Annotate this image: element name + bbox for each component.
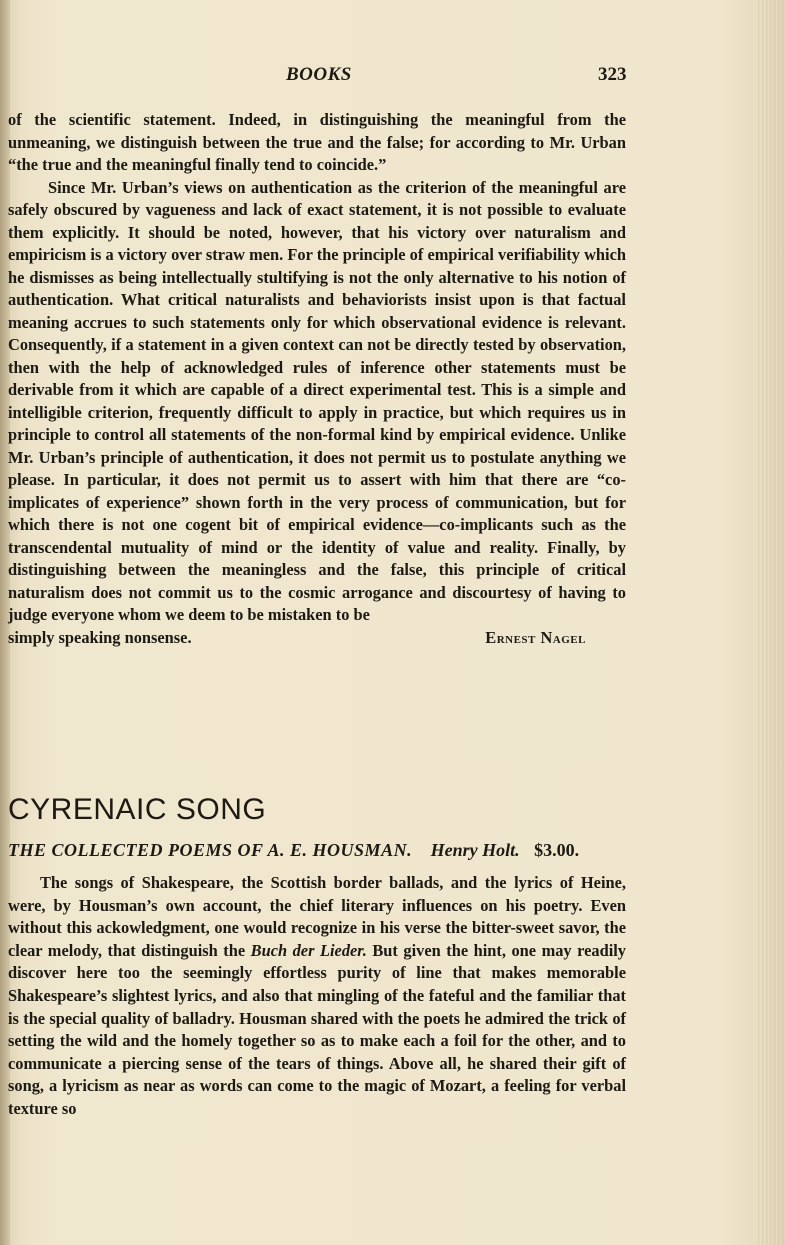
reviewer-signature: Ernest Nagel [485,627,586,647]
book-publisher: Henry Holt. [430,840,520,860]
running-title: BOOKS [286,64,352,85]
review-heading: CYRENAIC SONG [8,793,267,826]
review-paragraph: Since Mr. Urban’s views on authentication as the criterion of the meaningful are safely obscured by vagueness and lack of exact statement, it is not possible to evaluate them explicitly. It should be noted, however, that his victory over naturalism and empiricism is a victory over straw men. For the principle of empirical verifiability which he dismisses as being intellectually stultifying is not the only alternative to his notion of authentication. What critical naturalists and behaviorists insist upon is that factual meaning accrues to such statements only for which observational evidence is relevant. Consequently, if a statement in a given context can not be directly tested by observation, then with the help of acknowledged rules of inference other statements must be derivable from it which are capable of a direct experimental test. This is a simple and intelligible criterion, frequently difficult to apply in practice, but which requires us in principle to control all statements of the non-formal kind by empirical evidence. Unlike Mr. Urban’s principle of authentication, it does not permit us to postulate anything we please. In particular, it does not permit us to assert with him that there are “co-implicates of experience” shown forth in the very process of communication, but for which there is not one cogent bit of empirical evidence—co-implicants such as the transcendental mutuality of mind or the identity of value and reality. Finally, by distinguishing between the meaningless and the false, this principle of critical naturalism does not commit us to the cosmic arrogance and discourtesy of having to judge everyone whom we deem to be mistaken to be [8,177,626,624]
continued-review [8,109,626,649]
page-edge [757,0,785,1245]
closing-line [8,627,626,650]
book-citation [8,840,626,861]
book-price: $3.00. [534,840,580,860]
review-paragraph [8,872,626,1121]
housman-review [8,872,626,1121]
running-head [0,60,640,90]
review-text: The songs of Shakespeare, the Scottish border ballads, and the lyrics of Heine, were, by Housman’s own account, the chief literary influences on his poetry. Even without this ackowledgment, one would recognize in his verse the bitter-sweet savor, the clear melody, that distinguish the [8,873,626,960]
italic-title: Buch der Lieder. [250,940,367,960]
page-number: 323 [598,64,627,85]
review-paragraph: of the scientific statement. Indeed, in distinguishing the meaningful from the unmeaning, we distinguish between the true and the false; for according to Mr. Urban “the true and the meaningful finally tend to coincide.” [8,110,626,174]
closing-text: simply speaking nonsense. [8,627,192,647]
book-title: THE COLLECTED POEMS OF A. E. HOUSMAN. [8,840,413,860]
review-text: But given the hint, one may readily discover here too the seemingly effortless purity of line that makes memorable Shakespeare’s slightest lyrics, and also that mingling of the fateful and the familiar that is the special quality of balladry. Housman shared with the poets he admired the trick of setting the wild and the homely together so as to make each a foil for the other, and to communicate a piercing sense of the tears of things. Above all, he shared their gift of song, a lyricism as near as words can come to the magic of Mozart, a feeling for verbal texture so [8,940,626,1118]
